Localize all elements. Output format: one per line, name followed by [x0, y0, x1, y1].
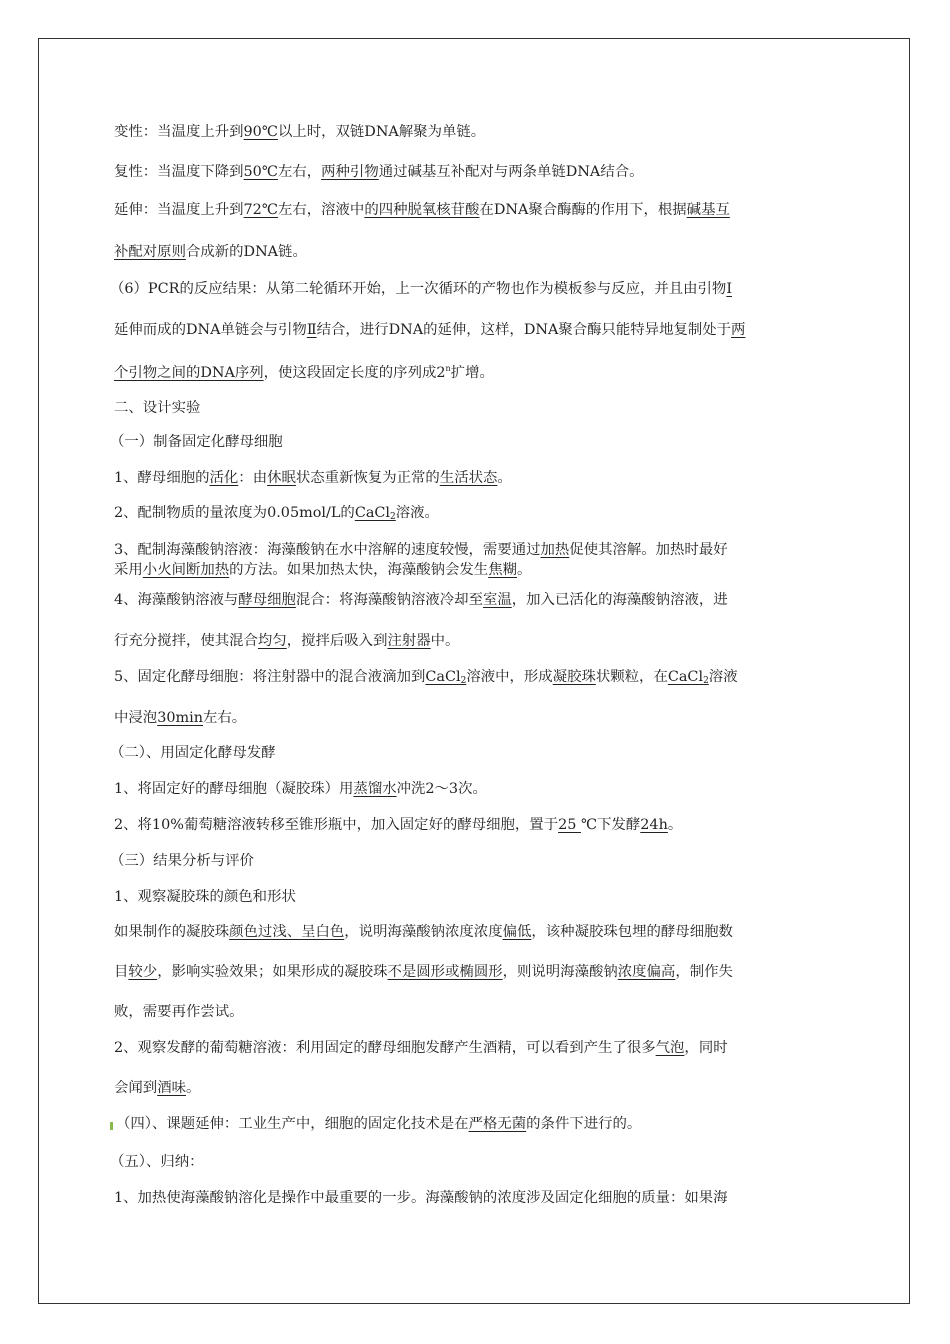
- paragraph-pcr-result-end: [114, 359, 494, 383]
- step-fixing-cont: [114, 708, 246, 728]
- underlined-answer: 活化: [209, 470, 239, 486]
- text-run: ，搅拌后吸入到: [286, 633, 388, 649]
- underlined-answer: 小火间断加热: [142, 562, 230, 578]
- text-run: （五）、归纳：: [110, 1154, 204, 1170]
- underlined-answer: 蒸馏水: [353, 781, 397, 797]
- underlined-answer: 碱基互: [686, 202, 730, 218]
- observe-beads-heading: [114, 887, 296, 907]
- text-run: ，该种凝胶珠包埋的酵母细胞数: [531, 924, 733, 940]
- text-run: 1、加热使海藻酸钠溶化是操作中最重要的一步。海藻酸钠的浓度涉及固定化细胞的质量：如果海: [114, 1190, 728, 1206]
- subsection-heading-4: [110, 1114, 641, 1134]
- step-alginate: [114, 540, 728, 560]
- text-run: 。: [497, 470, 512, 486]
- underlined-answer: 2: [390, 512, 396, 522]
- text-run: ：由: [238, 470, 268, 486]
- text-run: （四）、课题延伸：工业生产中，细胞的固定化技术是在: [116, 1116, 469, 1132]
- underlined-answer: 补配对原则: [114, 244, 186, 260]
- text-run: ，制作失: [675, 964, 733, 980]
- text-run: 延伸：当温度上升到: [114, 202, 244, 218]
- text-run: ，使这段固定长度的序列成2: [263, 365, 446, 381]
- underlined-answer: Ⅱ: [306, 322, 317, 338]
- text-run: 状态重新恢复为正常的: [295, 470, 440, 486]
- margin-marker: [110, 1122, 113, 1130]
- text-run: 目: [114, 964, 129, 980]
- text-run: （三）结果分析与评价: [110, 853, 254, 869]
- text-run: n: [445, 364, 451, 373]
- text-run: 溶液中，形成: [466, 669, 553, 685]
- text-run: ℃下发酵: [580, 817, 641, 833]
- text-run: 左右，溶液中: [277, 202, 365, 218]
- underlined-answer: 均匀: [257, 633, 287, 649]
- underlined-answer: 2: [460, 676, 467, 686]
- underlined-answer: Ⅰ: [726, 281, 732, 297]
- paragraph-pcr-result: [110, 279, 732, 299]
- text-run: 左右。: [203, 710, 247, 726]
- text-run: 混合：将海藻酸钠溶液冷却至: [295, 592, 483, 608]
- text-run: 4、海藻酸钠溶液与: [114, 592, 239, 608]
- text-run: 3、配制海藻酸钠溶液：海藻酸钠在水中溶解的速度较慢，需要通过: [114, 542, 541, 558]
- underlined-answer: 的四种脱氧核苷酸: [364, 202, 480, 218]
- summary-item-1: [114, 1188, 728, 1208]
- underlined-answer: 酒味: [157, 1080, 186, 1096]
- underlined-answer: 两种引物: [321, 164, 379, 180]
- text-run: 左右，: [277, 164, 322, 180]
- paragraph-pcr-result-cont: [114, 320, 745, 340]
- section-heading-design: [114, 398, 200, 418]
- text-run: （6）PCR的反应结果：从第二轮循环开始，上一次循环的产物也作为模板参与反应，并且由引物: [110, 281, 727, 297]
- text-run: 延伸而成的DNA单链会与引物: [114, 322, 307, 338]
- text-run: 溶液: [708, 669, 738, 685]
- underlined-answer: 两: [731, 322, 746, 338]
- underlined-answer: 个引物之间的DNA序列: [114, 365, 264, 381]
- text-run: 在DNA聚合酶酶的作用下，根据: [479, 202, 687, 218]
- underlined-answer: 气泡: [655, 1040, 685, 1056]
- text-run: 促使其溶解。加热时最好: [569, 542, 728, 558]
- underlined-answer: 30min: [157, 710, 204, 726]
- underlined-answer: 偏低: [502, 924, 532, 940]
- step-cacl2: [114, 503, 439, 527]
- underlined-answer: 2: [703, 676, 709, 686]
- text-run: 冲洗2～3次。: [396, 781, 487, 797]
- text-run: ，说明海藻酸钠浓度浓度: [344, 924, 503, 940]
- text-run: 。: [185, 1080, 201, 1096]
- paragraph-extension: [114, 200, 730, 220]
- text-run: ，加入已活化的海藻酸钠溶液，进: [511, 592, 728, 608]
- underlined-answer: 72℃: [243, 202, 278, 218]
- step-mixing-cont: [114, 631, 459, 651]
- text-run: （二）、用固定化酵母发酵: [110, 745, 276, 761]
- underlined-answer: 不是圆形或椭圆形: [387, 964, 503, 980]
- underlined-answer: 加热: [540, 542, 570, 558]
- text-run: 扩增。: [450, 365, 494, 381]
- subsection-heading-1: [110, 432, 283, 452]
- step-activation: [114, 468, 512, 488]
- underlined-answer: 室温: [482, 592, 512, 608]
- text-run: 的方法。如果加热太快，海藻酸钠会发生: [229, 562, 489, 578]
- text-run: 5、固定化酵母细胞：将注射器中的混合液滴加到: [114, 669, 426, 685]
- text-run: 。: [517, 562, 532, 578]
- paragraph-denaturation: [114, 122, 485, 142]
- text-run: 1、观察凝胶珠的颜色和形状: [114, 889, 296, 905]
- paragraph-annealing: [114, 162, 644, 182]
- underlined-answer: 24h: [640, 817, 668, 833]
- observe-solution: [114, 1038, 728, 1058]
- underlined-answer: 浓度偏高: [617, 964, 676, 980]
- step-mixing: [114, 590, 728, 610]
- paragraph-extension-cont: [114, 242, 307, 262]
- text-run: 如果制作的凝胶珠: [114, 924, 230, 940]
- underlined-answer: 休眠: [267, 470, 296, 486]
- text-run: 2、观察发酵的葡萄糖溶液：利用固定的酵母细胞发酵产生酒精，可以看到产生了很多: [114, 1040, 656, 1056]
- underlined-answer: 颜色过浅、呈白色: [229, 924, 345, 940]
- observe-beads-text-cont: [114, 962, 733, 982]
- text-run: 结合，进行DNA的延伸，这样，DNA聚合酶只能特异地复制处于: [316, 322, 732, 338]
- subsection-heading-3: [110, 851, 254, 871]
- underlined-answer: 25: [558, 817, 581, 833]
- underlined-answer: 50℃: [243, 164, 278, 180]
- text-run: 会闻到: [114, 1080, 158, 1096]
- step-rinse: [114, 779, 487, 799]
- underlined-answer: CaCl: [667, 669, 704, 685]
- underlined-answer: 凝胶珠: [552, 669, 596, 685]
- subsection-heading-2: [110, 743, 276, 763]
- underlined-answer: CaCl: [354, 505, 391, 521]
- text-run: 行充分搅拌，使其混合: [114, 633, 258, 649]
- text-run: 中。: [430, 633, 460, 649]
- underlined-answer: 严格无菌: [468, 1116, 527, 1132]
- underlined-answer: 酵母细胞: [238, 592, 296, 608]
- observe-beads-text: [114, 922, 733, 942]
- text-run: 二、设计实验: [114, 400, 201, 416]
- text-run: 2、将10%葡萄糖溶液转移至锥形瓶中，加入固定好的酵母细胞，置于: [114, 817, 559, 833]
- text-run: 状颗粒，在: [595, 669, 668, 685]
- text-run: （一）制备固定化酵母细胞: [110, 434, 283, 450]
- text-run: 。: [667, 817, 683, 833]
- text-run: 以上时，双链DNA解聚为单链。: [277, 124, 486, 140]
- text-run: 败，需要再作尝试。: [114, 1004, 244, 1020]
- observe-solution-cont: [114, 1078, 200, 1098]
- subsection-heading-5: [110, 1152, 204, 1172]
- text-run: 中浸泡: [114, 710, 158, 726]
- text-run: 复性：当温度下降到: [114, 164, 244, 180]
- text-run: 的条件下进行的。: [526, 1116, 642, 1132]
- observe-beads-text-end: [114, 1002, 244, 1022]
- underlined-answer: 注射器: [387, 633, 431, 649]
- text-run: ，影响实验效果；如果形成的凝胶珠: [157, 964, 388, 980]
- underlined-answer: 90℃: [243, 124, 278, 140]
- text-run: 合成新的DNA链。: [185, 244, 307, 260]
- underlined-answer: CaCl: [425, 669, 461, 685]
- text-run: 通过碱基互补配对与两条单链DNA结合。: [378, 164, 644, 180]
- text-run: 1、酵母细胞的: [114, 470, 210, 486]
- step-ferment: [114, 815, 682, 835]
- text-run: ，同时: [684, 1040, 728, 1056]
- step-fixing: [114, 667, 738, 691]
- text-run: 溶液。: [395, 505, 439, 521]
- step-alginate-cont: [114, 560, 531, 580]
- text-run: 变性：当温度上升到: [114, 124, 244, 140]
- underlined-answer: 生活状态: [439, 470, 498, 486]
- text-run: ，则说明海藻酸钠: [502, 964, 618, 980]
- text-run: 2、配制物质的量浓度为0.05mol/L的: [114, 505, 355, 521]
- text-run: 1、将固定好的酵母细胞（凝胶珠）用: [114, 781, 354, 797]
- underlined-answer: 较少: [128, 964, 158, 980]
- text-run: 采用: [114, 562, 143, 578]
- underlined-answer: 焦糊: [488, 562, 517, 578]
